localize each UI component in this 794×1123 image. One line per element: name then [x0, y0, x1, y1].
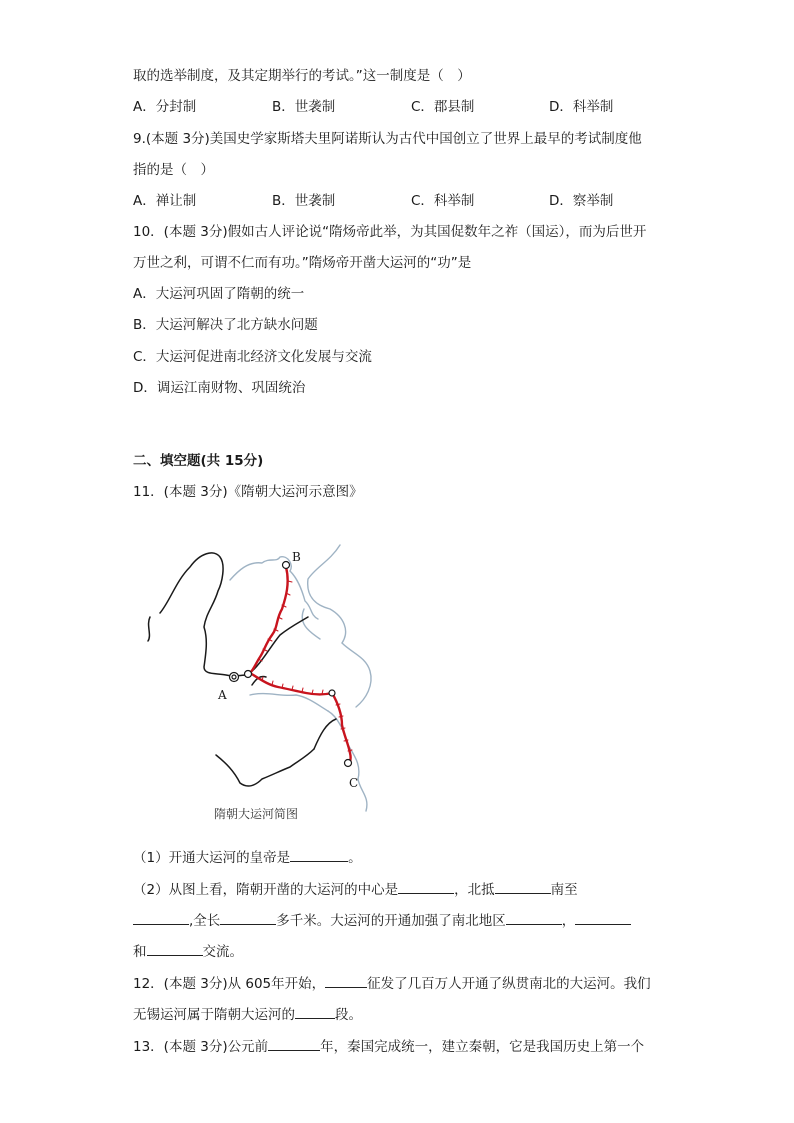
map-label-c: C	[349, 776, 359, 790]
q11-sub2-line1	[133, 879, 578, 900]
q11-sub2-blank-center[interactable]	[398, 879, 454, 894]
q8-option-a[interactable]: A．分封制	[133, 99, 197, 115]
q10-option-b[interactable]: B．大运河解决了北方缺水问题	[133, 317, 318, 333]
q11-sub2-blank-north[interactable]	[495, 879, 551, 894]
q13-blank-year[interactable]	[268, 1036, 320, 1051]
q11-sub2-and: 和	[133, 944, 147, 960]
q12-line1	[133, 973, 651, 994]
q11-sub2-mid: ，北抵	[454, 882, 495, 898]
q9-option-a[interactable]: A．禅让制	[133, 193, 197, 209]
q11-sub2-blank-region1[interactable]	[506, 910, 562, 925]
q12-line2	[133, 1004, 362, 1025]
q12-blank-section[interactable]	[295, 1004, 335, 1019]
q12-l2-post: 段。	[335, 1007, 362, 1023]
q9-stem-line1: 9.(本题 3分)美国史学家斯塔夫里阿诺斯认为古代中国创立了世界上最早的考试制度他	[133, 131, 642, 147]
q13-post: 年，秦国完成统一，建立秦朝，它是我国历史上第一个	[320, 1039, 645, 1055]
q9-stem-line2: 指的是（ ）	[133, 162, 214, 178]
q11-sub2-comma: ，	[561, 913, 576, 929]
q11-sub1-pre: （1）开通大运河的皇帝是	[133, 850, 291, 866]
q8-option-b[interactable]: B．世袭制	[272, 99, 336, 115]
q9-option-b[interactable]: B．世袭制	[272, 193, 336, 209]
q10-option-d[interactable]: D．调运江南财物、巩固统治	[133, 380, 306, 396]
q11-sub2-exchange: 交流。	[202, 944, 243, 960]
q13-line1	[133, 1036, 644, 1057]
grand-canal-map	[130, 535, 390, 830]
city-b-marker	[283, 562, 290, 569]
q11-sub2-length-label: ,全长	[189, 913, 221, 929]
section-heading-fill-in: 二、填空题(共 15分)	[133, 453, 264, 469]
q11-sub2-blank-length[interactable]	[220, 910, 276, 925]
city-c-marker	[345, 760, 352, 767]
q9-option-c[interactable]: C．科举制	[411, 193, 475, 209]
q12-post: 征发了几百万人开通了纵贯南北的大运河。我们	[367, 976, 651, 992]
q9-option-d[interactable]: D．察举制	[549, 193, 614, 209]
q8-option-c[interactable]: C．郡县制	[411, 99, 475, 115]
q11-sub1	[133, 847, 362, 868]
map-label-a: A	[218, 688, 227, 702]
q10-stem-line1: 10．(本题 3分)假如古人评论说“隋炀帝此举，为其国促数年之祚（国运），而为后世开	[133, 224, 647, 240]
q11-sub2-blank-region3[interactable]	[147, 941, 203, 956]
q11-sub2-line3	[133, 941, 243, 962]
q11-sub1-blank[interactable]	[290, 847, 348, 862]
q13-pre: 13．(本题 3分)公元前	[133, 1039, 269, 1055]
q11-sub2-blank-region2[interactable]	[575, 910, 631, 925]
q8-option-d[interactable]: D．科举制	[549, 99, 614, 115]
q11-sub2-pre: （2）从图上看，隋朝开凿的大运河的中心是	[133, 882, 399, 898]
canal-ticks	[258, 581, 352, 751]
q11-sub2-line2	[133, 910, 631, 931]
map-label-b: B	[292, 550, 301, 564]
q11-sub2-post: 南至	[550, 882, 578, 898]
q12-pre: 12．(本题 3分)从 605年开始，	[133, 976, 326, 992]
q8-stem-tail: 取的选举制度，及其定期举行的考试。”这一制度是（ ）	[133, 68, 471, 84]
q11-sub2-region-label: 多千米。大运河的开通加强了南北地区	[276, 913, 506, 929]
q12-blank-emperor[interactable]	[325, 973, 367, 988]
grand-canal-route	[250, 567, 351, 764]
city-luoyang-marker	[245, 671, 252, 678]
q11-sub1-post: 。	[348, 850, 362, 866]
q12-l2-pre: 无锡运河属于隋朝大运河的	[133, 1007, 295, 1023]
map-caption: 隋朝大运河简图	[214, 807, 299, 821]
map-rivers	[230, 545, 371, 811]
map-cities	[230, 562, 352, 767]
q10-option-c[interactable]: C．大运河促进南北经济文化发展与交流	[133, 349, 372, 365]
city-canal-junction-marker	[329, 690, 335, 696]
q10-stem-line2: 万世之利，可谓不仁而有功。”隋炀帝开凿大运河的“功”是	[133, 255, 472, 271]
q11-sub2-blank-south[interactable]	[133, 910, 189, 925]
q11-title: 11．(本题 3分)《隋朝大运河示意图》	[133, 484, 363, 500]
q10-option-a[interactable]: A．大运河巩固了隋朝的统一	[133, 286, 305, 302]
